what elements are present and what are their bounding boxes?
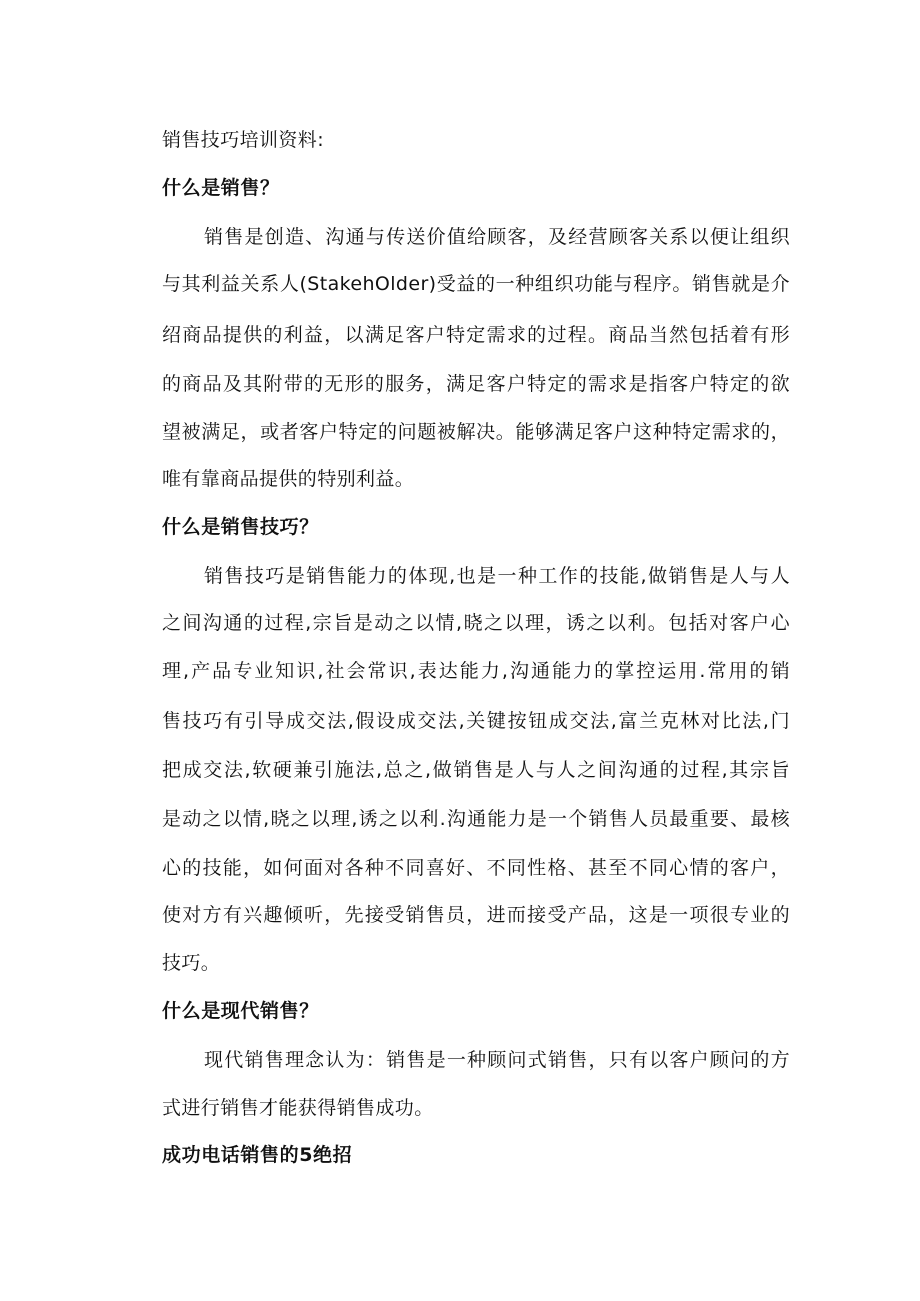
paragraph-line: 把成交法,软硬兼引施法,总之,做销售是人与人之间沟通的过程,其宗旨 (162, 759, 790, 781)
paragraph-line: 销售是创造、沟通与传送价值给顾客，及经营顾客关系以便让组织 (204, 226, 790, 248)
paragraph-line: 使对方有兴趣倾听，先接受销售员，进而接受产品，这是一项很专业的 (162, 904, 790, 926)
section-heading-phone-sales-tips: 成功电话销售的5绝招 (162, 1144, 353, 1166)
paragraph-line: 是动之以情,晓之以理,诱之以利.沟通能力是一个销售人员最重要、最核 (162, 808, 790, 830)
paragraph-line: 望被满足，或者客户特定的问题被解决。能够满足客户这种特定需求的， (162, 421, 790, 443)
paragraph-line: 的商品及其附带的无形的服务，满足客户特定的需求是指客户特定的欲 (162, 373, 790, 395)
doc-intro: 销售技巧培训资料: (162, 129, 325, 151)
paragraph-line: 唯有靠商品提供的特别利益。 (162, 468, 415, 490)
paragraph-line: 销售技巧是销售能力的体现,也是一种工作的技能,做销售是人与人 (204, 565, 790, 587)
paragraph-line: 售技巧有引导成交法,假设成交法,关键按钮成交法,富兰克林对比法,门 (162, 710, 790, 732)
paragraph-line: 绍商品提供的利益，以满足客户特定需求的过程。商品当然包括着有形 (162, 324, 790, 346)
paragraph-line: 技巧。 (162, 952, 221, 974)
paragraph-line: 心的技能，如何面对各种不同喜好、不同性格、甚至不同心情的客户， (162, 857, 790, 879)
paragraph-line: 现代销售理念认为：销售是一种顾问式销售，只有以客户顾问的方 (204, 1049, 790, 1071)
section-heading-what-is-modern-sales: 什么是现代销售？ (162, 1000, 319, 1022)
paragraph-line: 之间沟通的过程,宗旨是动之以情,晓之以理，诱之以利。包括对客户心 (162, 612, 790, 634)
paragraph-line: 理,产品专业知识,社会常识,表达能力,沟通能力的掌控运用.常用的销 (162, 660, 790, 682)
section-heading-what-is-sales: 什么是销售？ (162, 177, 280, 199)
paragraph-line: 式进行销售才能获得销售成功。 (162, 1097, 434, 1119)
section-heading-what-is-sales-skills: 什么是销售技巧？ (162, 516, 319, 538)
paragraph-line: 与其利益关系人(StakehOlder)受益的一种组织功能与程序。销售就是介 (162, 273, 790, 295)
